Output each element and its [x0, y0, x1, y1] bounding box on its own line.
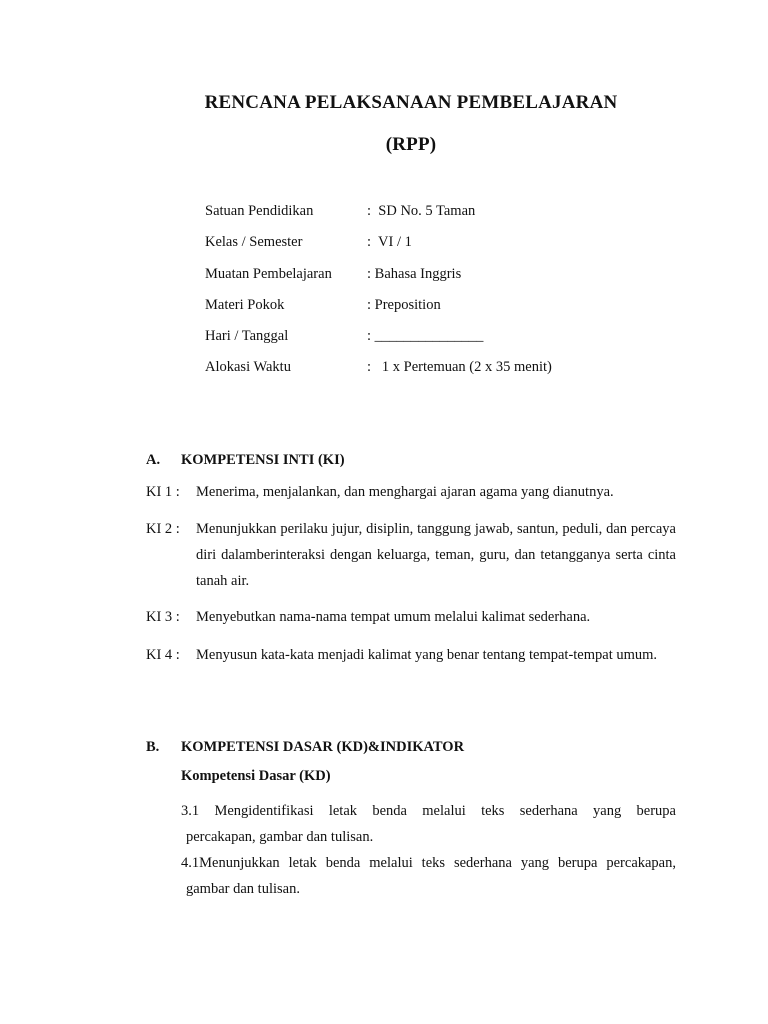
ki-label: KI 3 : — [146, 609, 180, 625]
identity-label: Hari / Tanggal — [205, 328, 289, 345]
identity-value: : _______________ — [367, 328, 484, 345]
section-letter: B. — [146, 739, 160, 755]
kd-item — [181, 850, 676, 902]
identity-value: : Bahasa Inggris — [367, 265, 462, 282]
kd-text-line: percakapan, gambar dan tulisan. — [186, 829, 374, 845]
identity-label: Materi Pokok — [205, 296, 285, 313]
identity-label: Satuan Pendidikan — [205, 203, 314, 219]
kd-text-line: 3.1 Mengidentifikasi letak benda melalui teks sederhana yang berupa — [181, 803, 676, 819]
kd-text-line: gambar dan tulisan. — [186, 881, 300, 897]
ki-item — [146, 642, 676, 668]
ki-text: Menunjukkan perilaku jujur, disiplin, tanggung jawab, santun, peduli, dan percaya diri dalamberinteraksi dengan keluarga, teman, guru, dan tetangganya serta cinta tanah air. — [196, 521, 676, 589]
ki-label: KI 2 : — [146, 521, 180, 537]
ki-label: KI 4 : — [146, 647, 180, 663]
identity-label: Muatan Pembelajaran — [205, 265, 332, 282]
ki-item — [146, 479, 676, 505]
identity-label: Alokasi Waktu — [205, 359, 291, 376]
kd-item — [181, 798, 676, 850]
section-title: KOMPETENSI INTI (KI) — [181, 452, 345, 468]
section-title: KOMPETENSI DASAR (KD)&INDIKATOR — [181, 739, 465, 755]
kd-subtitle: Kompetensi Dasar (KD) — [181, 768, 331, 784]
identity-value: : VI / 1 — [367, 234, 412, 251]
identity-value: : SD No. 5 Taman — [367, 203, 476, 219]
kd-text-line: 4.1Menunjukkan letak benda melalui teks sederhana yang berupa percakapan, — [181, 855, 676, 871]
section-letter: A. — [146, 452, 161, 468]
identity-label: Kelas / Semester — [205, 234, 303, 251]
ki-label: KI 1 : — [146, 484, 180, 500]
ki-text: Menyebutkan nama-nama tempat umum melalui kalimat sederhana. — [196, 609, 591, 625]
ki-text: Menyusun kata-kata menjadi kalimat yang benar tentang tempat-tempat umum. — [196, 647, 658, 663]
identity-value: : 1 x Pertemuan (2 x 35 menit) — [367, 359, 552, 376]
ki-item — [146, 516, 676, 594]
ki-text: Menerima, menjalankan, dan menghargai ajaran agama yang dianutnya. — [196, 484, 614, 500]
document-subtitle: (RPP) — [385, 134, 437, 155]
identity-value: : Preposition — [367, 296, 441, 313]
document-title: RENCANA PELAKSANAAN PEMBELAJARAN — [204, 92, 618, 113]
ki-item — [146, 604, 676, 630]
